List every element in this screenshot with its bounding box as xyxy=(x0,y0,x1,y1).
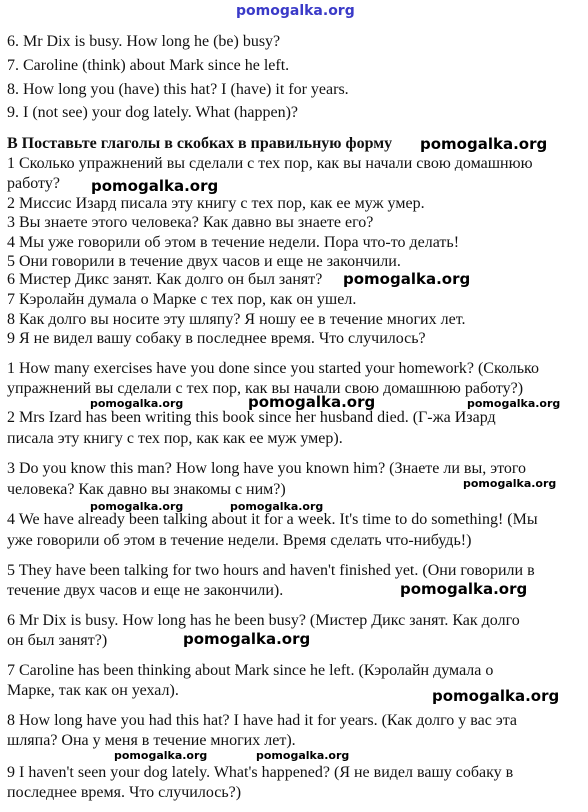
watermark: pomogalka.org xyxy=(400,580,528,598)
answer-line: упражнений вы сделали с тех пор, как вы начали свою домашнюю работу?) xyxy=(7,380,524,397)
watermark: pomogalka.org xyxy=(236,3,355,19)
section-heading: В Поставьте глаголы в скобках в правильную форму xyxy=(7,135,393,152)
watermark: pomogalka.org xyxy=(183,630,311,648)
watermark: pomogalka.org xyxy=(463,477,557,490)
translation-line: 8 Как долго вы носите эту шляпу? Я ношу ее в течение многих лет. xyxy=(7,311,466,328)
translation-line: 6 Мистер Дикс занят. Как долго он был занят? xyxy=(7,271,323,288)
watermark: pomogalka.org xyxy=(90,500,184,513)
answer-line: 2 Mrs Izard has been writing this book since her husband died. (Г-жа Изард xyxy=(7,409,496,426)
watermark: pomogalka.org xyxy=(420,135,548,153)
translation-line: 1 Сколько упражнений вы сделали с тех пор, как вы начали свою домашнюю xyxy=(7,155,533,172)
watermark: pomogalka.org xyxy=(343,270,471,288)
answer-line: 8 How long have you had this hat? I have had it for years. (Как долго у вас эта xyxy=(7,712,518,729)
exercise-line: 9. I (not see) your dog lately. What (happen)? xyxy=(7,104,299,121)
translation-line: 4 Мы уже говорили об этом в течение недели. Пора что-то делать! xyxy=(7,234,460,251)
answer-line: шляпа? Она у меня в течение многих лет). xyxy=(7,732,296,749)
answer-line: он был занят?) xyxy=(7,632,108,649)
watermark: pomogalka.org xyxy=(467,397,561,410)
translation-line: 3 Вы знаете этого человека? Как давно вы знаете его? xyxy=(7,214,374,231)
translation-line: 5 Они говорили в течение двух часов и еще не закончили. xyxy=(7,253,401,270)
exercise-line: 8. How long you (have) this hat? I (have) it for years. xyxy=(7,81,349,98)
translation-line: работу? xyxy=(7,175,60,192)
watermark: pomogalka.org xyxy=(114,749,208,762)
watermark: pomogalka.org xyxy=(230,500,324,513)
answer-line: течение двух часов и еще не закончили). xyxy=(7,582,284,599)
answer-line: 9 I haven't seen your dog lately. What's happened? (Я не видел вашу собаку в xyxy=(7,764,514,781)
answer-line: Марке, так как он уехал). xyxy=(7,682,179,699)
answer-line: писала эту книгу с тех пор, как как ее муж умер). xyxy=(7,430,343,447)
watermark: pomogalka.org xyxy=(90,397,184,410)
answer-line: 7 Caroline has been thinking about Mark since he left. (Кэролайн думала о xyxy=(7,662,494,679)
translation-line: 7 Кэролайн думала о Марке с тех пор, как он ушел. xyxy=(7,291,357,308)
answer-line: 5 They have been talking for two hours and haven't finished yet. (Они говорили в xyxy=(7,562,535,579)
translation-line: 2 Миссис Изард писала эту книгу с тех пор, как ее муж умер. xyxy=(7,195,425,212)
watermark: pomogalka.org xyxy=(248,393,376,411)
translation-line: 9 Я не видел вашу собаку в последнее время. Что случилось? xyxy=(7,330,426,347)
answer-line: человека? Как давно вы знакомы с ним?) xyxy=(7,481,286,498)
answer-line: 6 Mr Dix is busy. How long has he been busy? (Мистер Дикс занят. Как долго xyxy=(7,612,520,629)
exercise-line: 7. Caroline (think) about Mark since he left. xyxy=(7,57,290,74)
exercise-line: 6. Mr Dix is busy. How long he (be) busy? xyxy=(7,33,281,50)
answer-line: 3 Do you know this man? How long have you known him? (Знаете ли вы, этого xyxy=(7,460,527,477)
answer-line: последнее время. Что случилось?) xyxy=(7,784,242,801)
watermark: pomogalka.org xyxy=(432,687,560,705)
watermark: pomogalka.org xyxy=(256,749,350,762)
answer-line: 1 How many exercises have you done since you started your homework? (Сколько xyxy=(7,360,539,377)
answer-line: уже говорили об этом в течение недели. Время сделать что-нибудь!) xyxy=(7,532,472,549)
answer-line: 4 We have already been talking about it for a week. It's time to do something! (Мы xyxy=(7,511,538,528)
watermark: pomogalka.org xyxy=(91,177,219,195)
